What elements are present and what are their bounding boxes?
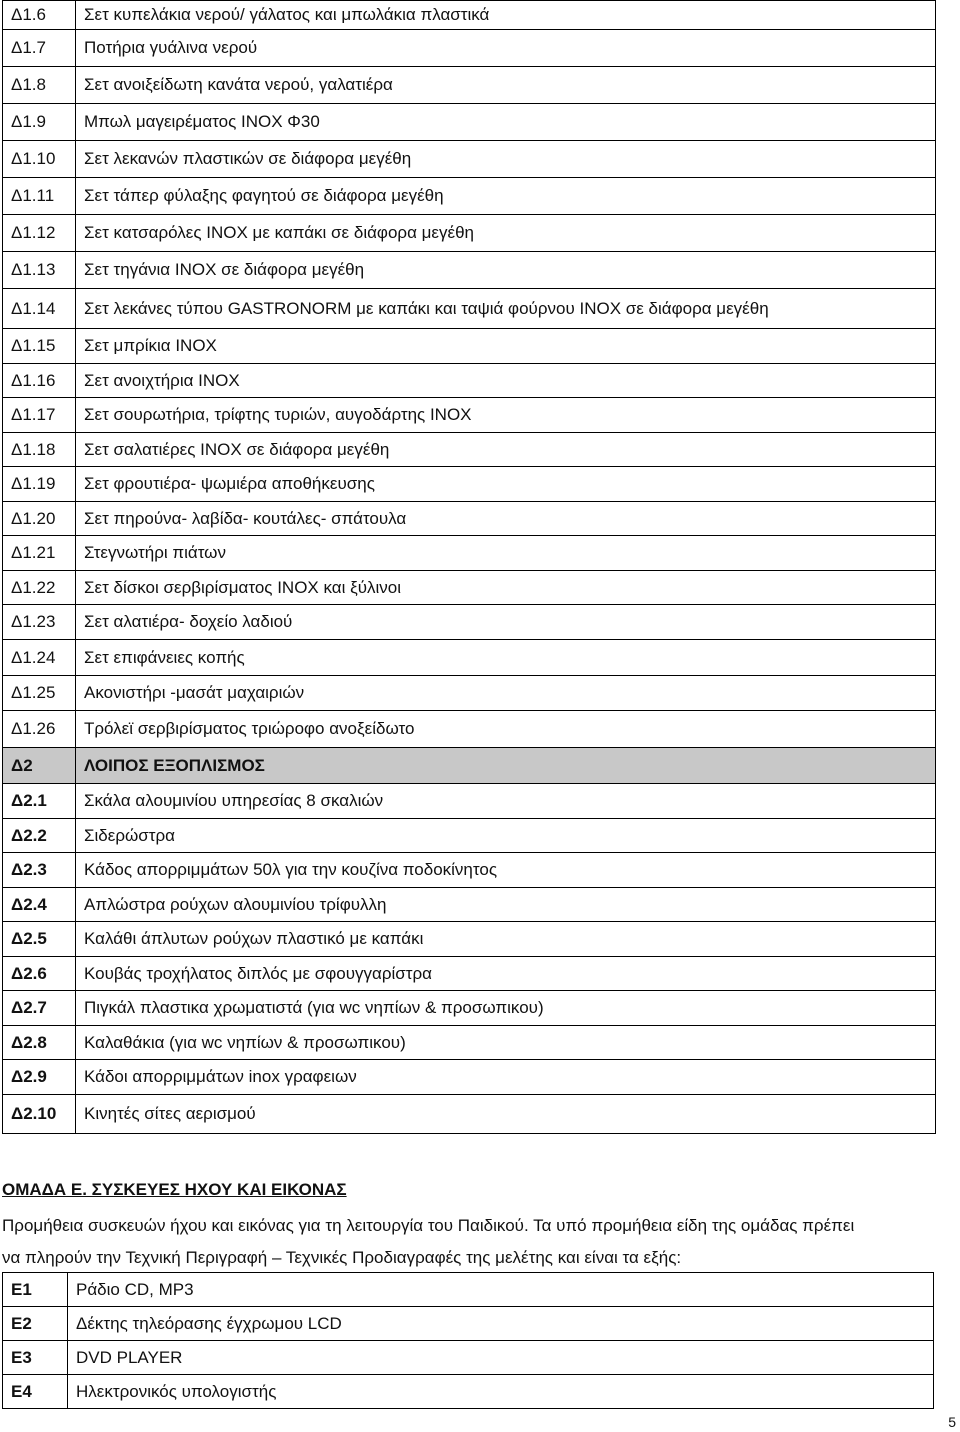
item-code: Δ1.24 <box>3 640 76 676</box>
section-e-intro-line-1: Προμήθεια συσκευών ήχου και εικόνας για τη λειτουργία του Παιδικού. Τα υπό προμήθεια είδη της ομάδας πρέπει <box>2 1216 855 1235</box>
item-description: Σετ ανοιχτήρια ΙΝΟΧ <box>76 364 936 398</box>
table-row <box>3 748 936 784</box>
section-e-intro <box>2 1210 960 1274</box>
table-row <box>3 141 936 178</box>
item-description: Κουβάς τροχήλατος διπλός με σφουγγαρίστρα <box>76 957 936 991</box>
item-code: Δ2.9 <box>3 1060 76 1095</box>
item-code: Ε1 <box>3 1273 68 1307</box>
item-description: Απλώστρα ρούχων αλουμινίου τρίφυλλη <box>76 888 936 922</box>
item-code: Δ2 <box>3 748 76 784</box>
page-number: 5 <box>948 1414 956 1430</box>
table-row <box>3 1095 936 1134</box>
item-code: Δ1.14 <box>3 289 76 329</box>
table-row <box>3 67 936 104</box>
item-description: Ράδιο CD, MP3 <box>68 1273 934 1307</box>
item-code: Δ2.3 <box>3 853 76 888</box>
item-description: Σετ φρουτιέρα- ψωμιέρα αποθήκευσης <box>76 467 936 502</box>
equipment-table-d-body <box>3 1 936 1134</box>
item-code: Δ1.17 <box>3 398 76 433</box>
item-code: Δ1.20 <box>3 502 76 536</box>
table-row <box>3 676 936 711</box>
item-code: Δ1.6 <box>3 1 76 30</box>
item-description: Ηλεκτρονικός υπολογιστής <box>68 1375 934 1409</box>
table-row <box>3 289 936 329</box>
item-code: Δ1.16 <box>3 364 76 398</box>
table-row <box>3 252 936 289</box>
table-row <box>3 30 936 67</box>
item-code: Ε2 <box>3 1307 68 1341</box>
table-row <box>3 329 936 364</box>
item-code: Δ1.26 <box>3 711 76 748</box>
section-e-intro-line-2: να πληρούν την Τεχνική Περιγραφή – Τεχνικές Προδιαγραφές της μελέτης και είναι τα εξής: <box>2 1248 682 1267</box>
item-code: Δ1.13 <box>3 252 76 289</box>
table-row <box>3 433 936 467</box>
table-row <box>3 536 936 571</box>
item-code: Δ1.21 <box>3 536 76 571</box>
table-row <box>3 991 936 1026</box>
item-code: Δ1.8 <box>3 67 76 104</box>
item-description: Σετ τάπερ φύλαξης φαγητού σε διάφορα μεγέθη <box>76 178 936 215</box>
table-row <box>3 104 936 141</box>
item-description: Σετ κατσαρόλες ΙΝΟΧ με καπάκι σε διάφορα μεγέθη <box>76 215 936 252</box>
table-row <box>3 1307 934 1341</box>
item-description: Ακονιστήρι -μασάτ μαχαιριών <box>76 676 936 711</box>
table-row <box>3 178 936 215</box>
item-code: Δ1.22 <box>3 571 76 605</box>
item-code: Ε4 <box>3 1375 68 1409</box>
item-description: Σετ λεκανών πλαστικών σε διάφορα μεγέθη <box>76 141 936 178</box>
item-code: Δ1.19 <box>3 467 76 502</box>
item-description: Σετ δίσκοι σερβιρίσματος ΙΝΟΧ και ξύλινοι <box>76 571 936 605</box>
table-row <box>3 364 936 398</box>
item-code: Δ1.23 <box>3 605 76 640</box>
item-description: Πιγκάλ πλαστικα χρωματιστά (για wc νηπίων & προσωπικου) <box>76 991 936 1026</box>
table-row <box>3 1273 934 1307</box>
item-description: Στεγνωτήρι πιάτων <box>76 536 936 571</box>
item-description: Σετ ανοιξείδωτη κανάτα νερού, γαλατιέρα <box>76 67 936 104</box>
table-row <box>3 1060 936 1095</box>
table-row <box>3 571 936 605</box>
table-row <box>3 957 936 991</box>
item-description: Σετ πηρούνα- λαβίδα- κουτάλες- σπάτουλα <box>76 502 936 536</box>
item-description: Σετ τηγάνια ΙΝΟΧ σε διάφορα μεγέθη <box>76 252 936 289</box>
table-row <box>3 1026 936 1060</box>
table-row <box>3 888 936 922</box>
item-description: Σετ σουρωτήρια, τρίφτης τυριών, αυγοδάρτης ΙΝΟΧ <box>76 398 936 433</box>
item-code: Δ1.7 <box>3 30 76 67</box>
table-row <box>3 215 936 252</box>
equipment-table-d <box>2 0 936 1134</box>
item-description: Μπωλ μαγειρέματος ΙΝΟΧ Φ30 <box>76 104 936 141</box>
equipment-table-e-body <box>3 1273 934 1409</box>
table-row <box>3 784 936 819</box>
item-code: Δ2.6 <box>3 957 76 991</box>
item-description: Κινητές σίτες αερισμού <box>76 1095 936 1134</box>
item-code: Δ2.5 <box>3 922 76 957</box>
table-row <box>3 1 936 30</box>
item-description: Σετ λεκάνες τύπου GASTRONORM με καπάκι και ταψιά φούρνου ΙΝΟΧ σε διάφορα μεγέθη <box>76 289 936 329</box>
item-description: Σκάλα αλουμινίου υπηρεσίας 8 σκαλιών <box>76 784 936 819</box>
item-code: Δ2.1 <box>3 784 76 819</box>
item-description: Σιδερώστρα <box>76 819 936 853</box>
item-description: DVD PLAYER <box>68 1341 934 1375</box>
table-row <box>3 922 936 957</box>
item-description: Καλαθάκια (για wc νηπίων & προσωπικου) <box>76 1026 936 1060</box>
item-description: Τρόλεϊ σερβιρίσματος τριώροφο ανοξείδωτο <box>76 711 936 748</box>
item-code: Δ1.18 <box>3 433 76 467</box>
item-description: ΛΟΙΠΟΣ ΕΞΟΠΛΙΣΜΟΣ <box>76 748 936 784</box>
item-code: Δ2.8 <box>3 1026 76 1060</box>
table-row <box>3 711 936 748</box>
table-row <box>3 853 936 888</box>
item-description: Σετ μπρίκια ΙΝΟΧ <box>76 329 936 364</box>
item-code: Δ1.9 <box>3 104 76 141</box>
item-code: Δ1.11 <box>3 178 76 215</box>
item-description: Δέκτης τηλεόρασης έγχρωμου LCD <box>68 1307 934 1341</box>
item-code: Ε3 <box>3 1341 68 1375</box>
table-row <box>3 1341 934 1375</box>
item-description: Κάδος απορριμμάτων 50λ για την κουζίνα ποδοκίνητος <box>76 853 936 888</box>
table-row <box>3 819 936 853</box>
item-code: Δ1.15 <box>3 329 76 364</box>
equipment-table-e <box>2 1272 934 1409</box>
table-row <box>3 605 936 640</box>
item-code: Δ2.4 <box>3 888 76 922</box>
table-row <box>3 502 936 536</box>
item-code: Δ1.25 <box>3 676 76 711</box>
table-row <box>3 1375 934 1409</box>
table-row <box>3 467 936 502</box>
item-code: Δ1.10 <box>3 141 76 178</box>
item-description: Ποτήρια γυάλινα νερού <box>76 30 936 67</box>
item-description: Καλάθι άπλυτων ρούχων πλαστικό με καπάκι <box>76 922 936 957</box>
item-code: Δ1.12 <box>3 215 76 252</box>
item-description: Σετ σαλατιέρες ΙΝΟΧ σε διάφορα μεγέθη <box>76 433 936 467</box>
item-code: Δ2.7 <box>3 991 76 1026</box>
item-code: Δ2.10 <box>3 1095 76 1134</box>
item-code: Δ2.2 <box>3 819 76 853</box>
item-description: Σετ επιφάνειες κοπής <box>76 640 936 676</box>
item-description: Σετ αλατιέρα- δοχείο λαδιού <box>76 605 936 640</box>
section-e-heading: ΟΜΑΔΑ Ε. ΣΥΣΚΕΥΕΣ ΗΧΟΥ ΚΑΙ ΕΙΚΟΝΑΣ <box>2 1180 347 1199</box>
item-description: Κάδοι απορριμμάτων inox γραφειων <box>76 1060 936 1095</box>
table-row <box>3 640 936 676</box>
item-description: Σετ κυπελάκια νερού/ γάλατος και μπωλάκια πλαστικά <box>76 1 936 30</box>
table-row <box>3 398 936 433</box>
